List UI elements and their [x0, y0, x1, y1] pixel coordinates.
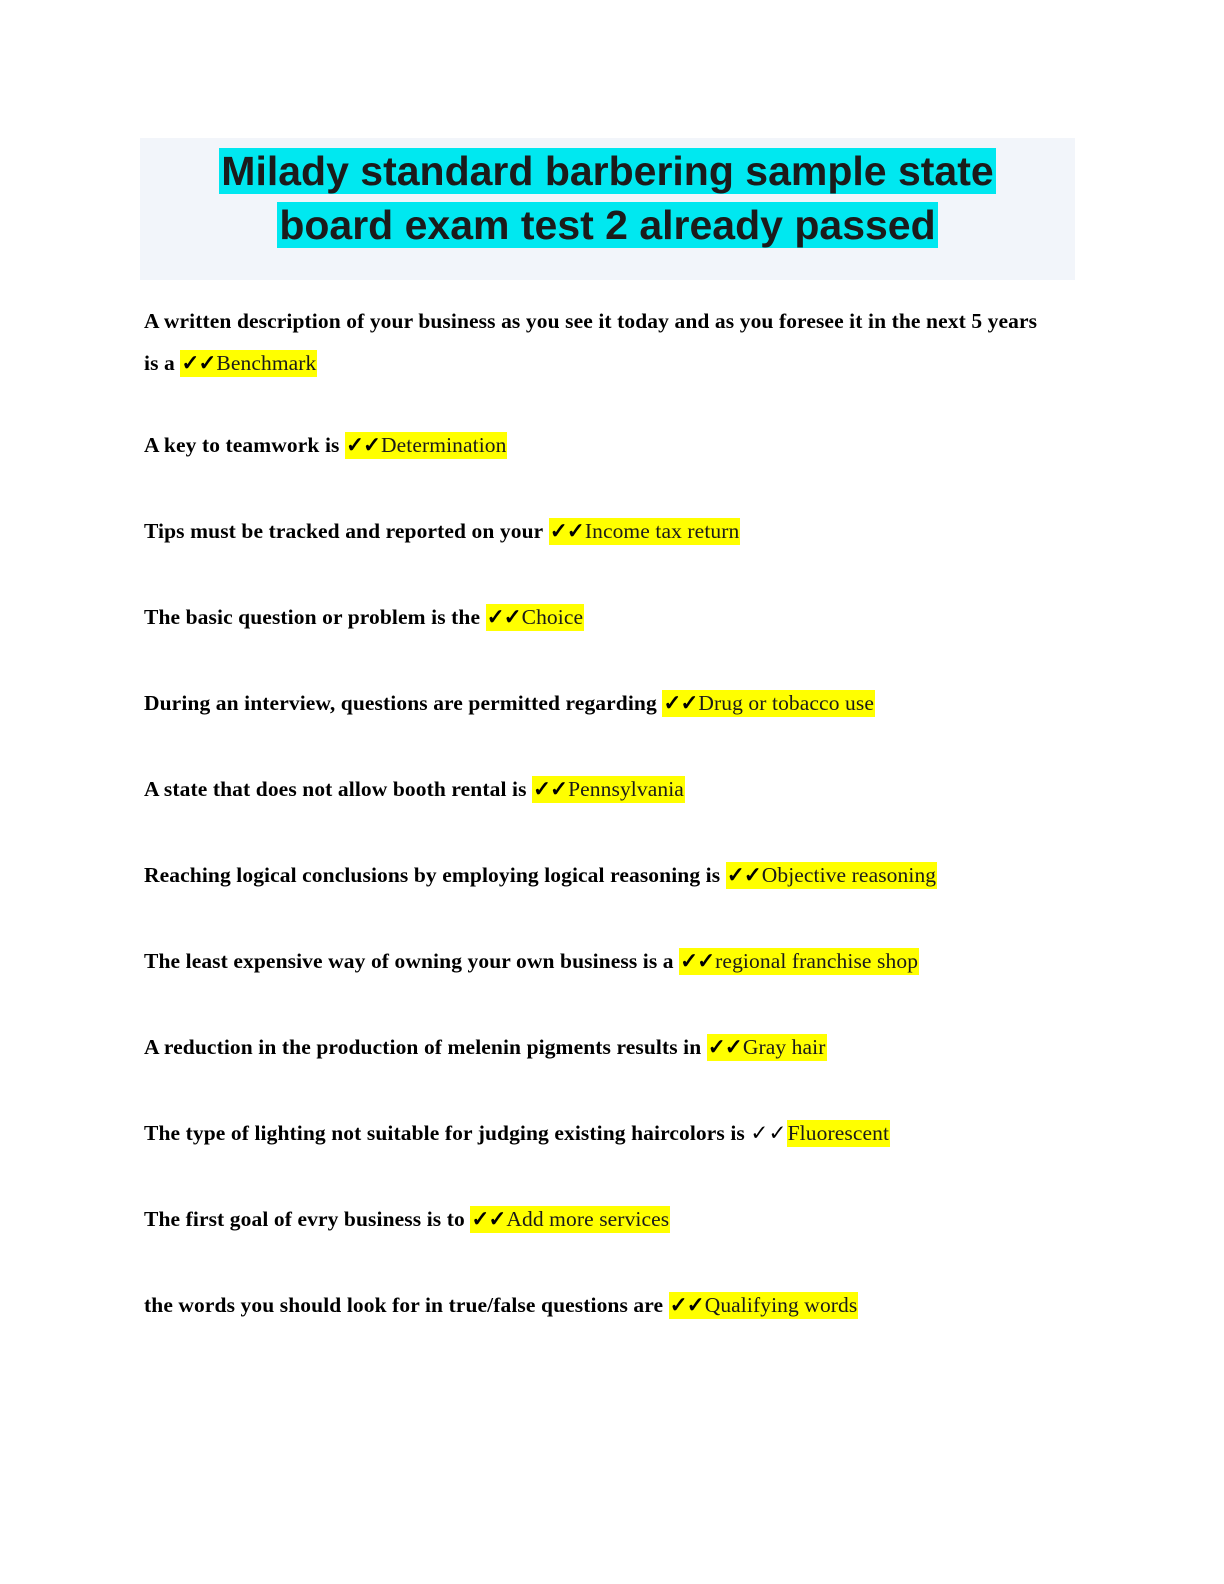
answer-text: Pennsylvania [568, 777, 684, 801]
check-icon: ✓✓ [471, 1207, 506, 1231]
answer-highlight [707, 1034, 827, 1061]
question-text: A key to teamwork is [144, 433, 340, 457]
question-text-continued: is a [144, 351, 175, 375]
page-title-line-1-text: Milady standard barbering sample state [221, 148, 994, 194]
list-item [144, 510, 1084, 552]
check-icon: ✓✓ [726, 863, 761, 887]
question-text: The basic question or problem is the [144, 605, 481, 629]
check-icon: ✓✓ [533, 777, 568, 801]
check-icon: ✓✓ [549, 519, 584, 543]
list-item [144, 1026, 1084, 1068]
answer-highlight [549, 518, 741, 545]
answer-text: regional franchise shop [715, 949, 919, 973]
question-answer-list [144, 300, 1084, 1370]
answer-text: Objective reasoning [761, 863, 937, 887]
answer-text: Add more services [506, 1207, 670, 1231]
question-text: Tips must be tracked and reported on your [144, 519, 544, 543]
check-icon: ✓✓ [345, 433, 380, 457]
answer-highlight [726, 862, 937, 889]
list-item [144, 424, 1084, 466]
answer-highlight [787, 1120, 890, 1147]
answer-text: Benchmark [216, 351, 317, 375]
answer-text: Determination [381, 433, 507, 457]
answer-highlight [486, 604, 585, 631]
list-item [144, 1198, 1084, 1240]
question-text: A reduction in the production of melenin pigments results in [144, 1035, 702, 1059]
check-icon: ✓✓ [663, 691, 698, 715]
page-title-line-2-text: board exam test 2 already passed [279, 202, 936, 248]
list-item [144, 768, 1084, 810]
question-text: The first goal of evry business is to [144, 1207, 465, 1231]
page-title-line-2 [140, 198, 1075, 252]
answer-text: Qualifying words [704, 1293, 858, 1317]
answer-highlight [180, 350, 317, 377]
answer-highlight [669, 1292, 859, 1319]
check-icon: ✓✓ [181, 351, 216, 375]
page-title [140, 138, 1075, 280]
list-item [144, 1284, 1084, 1326]
question-text: Reaching logical conclusions by employing logical reasoning is [144, 863, 721, 887]
question-text: The least expensive way of owning your own business is a [144, 949, 674, 973]
answer-highlight [345, 432, 508, 459]
list-item [144, 596, 1084, 638]
check-icon: ✓✓ [680, 949, 715, 973]
question-text: the words you should look for in true/false questions are [144, 1293, 664, 1317]
question-text: A state that does not allow booth rental is [144, 777, 527, 801]
answer-text: Choice [521, 605, 584, 629]
answer-highlight [679, 948, 919, 975]
list-item [144, 1112, 1084, 1154]
list-item [144, 854, 1084, 896]
page-title-line-1 [140, 144, 1075, 198]
answer-text: Fluorescent [787, 1121, 890, 1145]
answer-text: Drug or tobacco use [698, 691, 874, 715]
question-text: A written description of your business as you see it today and as you foresee it in the next 5 years [144, 309, 1038, 333]
check-icon: ✓✓ [750, 1121, 787, 1145]
check-icon: ✓✓ [707, 1035, 742, 1059]
check-icon: ✓✓ [669, 1293, 704, 1317]
answer-text: Income tax return [584, 519, 740, 543]
list-item [144, 940, 1084, 982]
answer-highlight [470, 1206, 670, 1233]
check-icon: ✓✓ [486, 605, 521, 629]
question-text: During an interview, questions are permitted regarding [144, 691, 657, 715]
question-text: The type of lighting not suitable for judging existing haircolors is [144, 1121, 745, 1145]
answer-highlight [532, 776, 685, 803]
list-item [144, 682, 1084, 724]
answer-highlight [662, 690, 875, 717]
list-item [144, 300, 1084, 384]
answer-text: Gray hair [742, 1035, 826, 1059]
